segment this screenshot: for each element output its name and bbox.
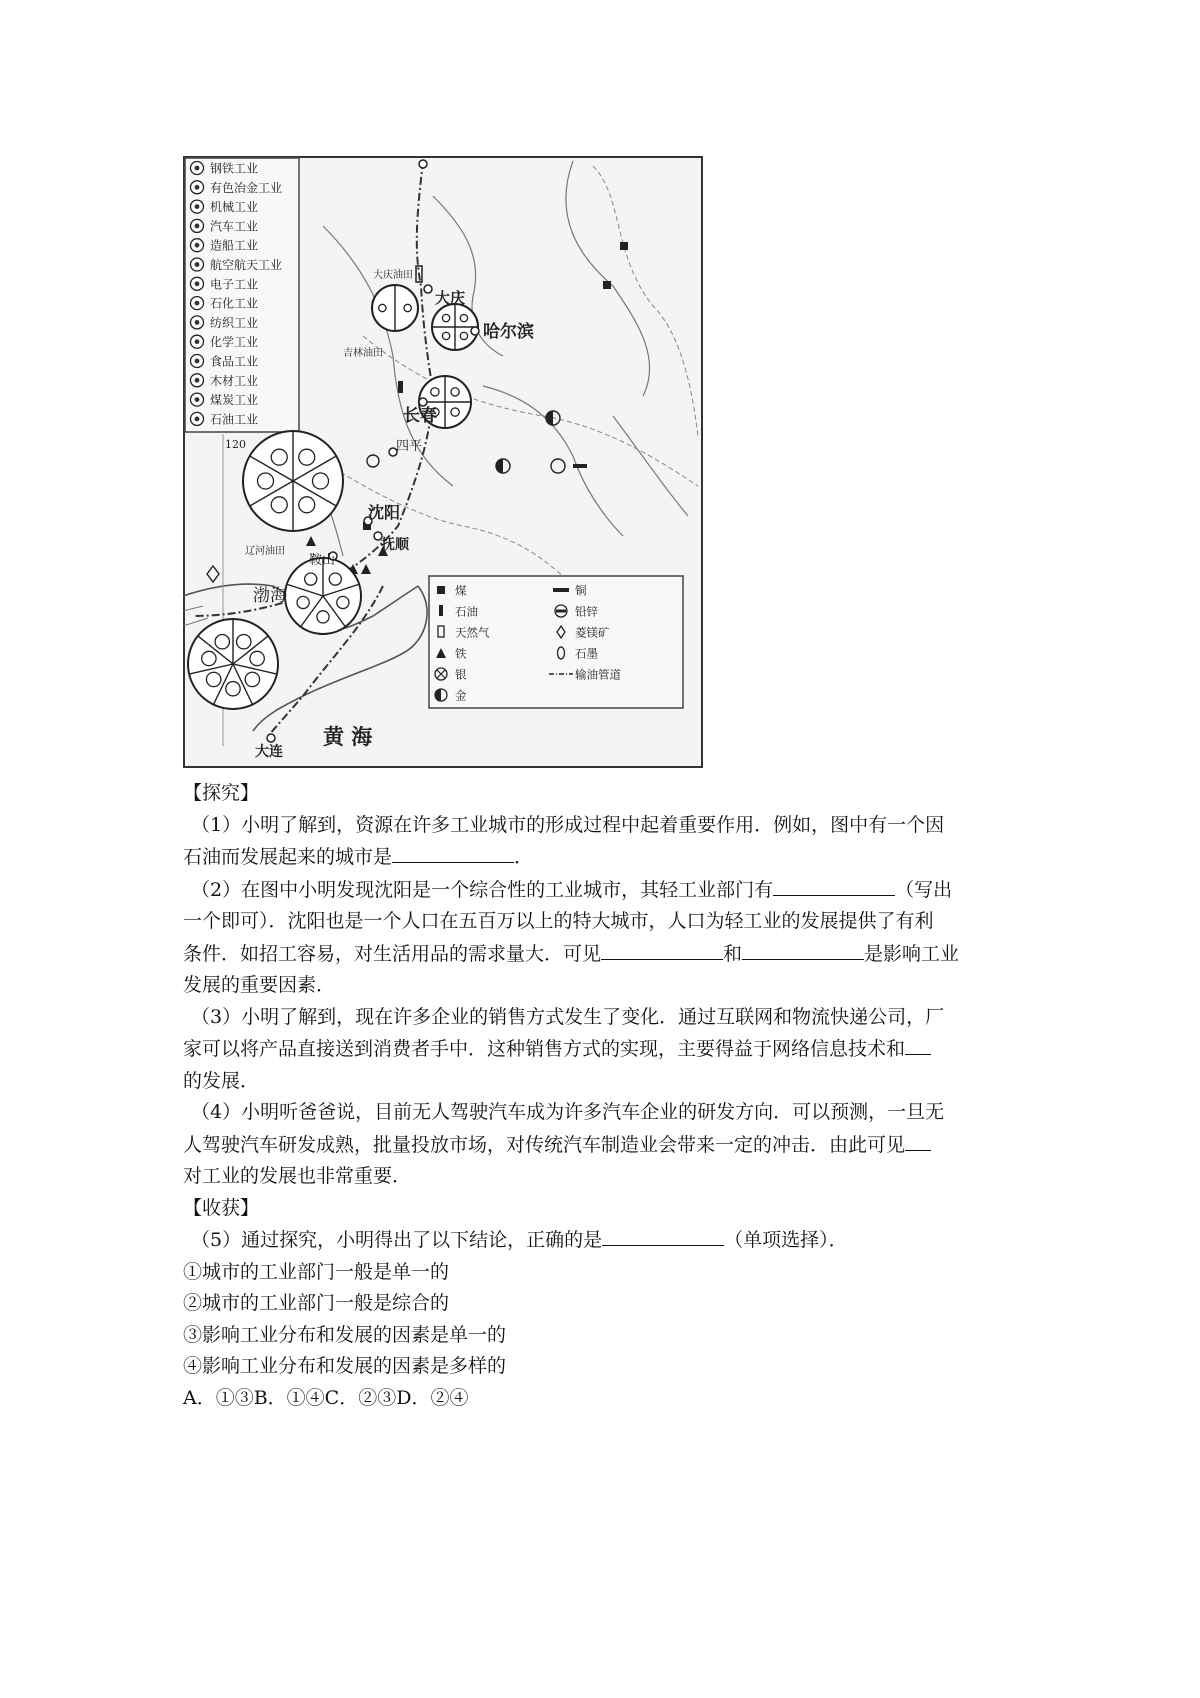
resource-legend <box>429 576 683 708</box>
industry-legend-item <box>191 161 259 176</box>
resource-legend-label: 银 <box>455 667 467 682</box>
resource-legend-label: 菱镁矿 <box>575 625 610 640</box>
industry-icon-dot <box>195 320 200 325</box>
q2-c1: 条件．如招工容易，对生活用品的需求量大．可见 <box>183 942 602 965</box>
answer-blank-3[interactable] <box>601 938 723 960</box>
answer-blank-4[interactable] <box>742 938 864 960</box>
industry-legend-label: 食品工业 <box>210 354 259 369</box>
industry-icon-dot <box>195 166 200 171</box>
label-jilin-field: 吉林油田 <box>343 348 383 359</box>
longitude-label: 120 <box>225 438 246 451</box>
industry-legend-label: 化学工业 <box>210 335 259 350</box>
q5-line-1 <box>183 1224 1033 1257</box>
industry-legend-label: 石化工业 <box>210 296 259 311</box>
label-daqing-field: 大庆油田 <box>373 270 413 281</box>
city-dot-daqing <box>424 285 432 293</box>
industry-legend-label: 电子工业 <box>210 277 259 292</box>
oil-derrick-symbol <box>398 381 403 393</box>
industry-legend-item <box>191 219 259 233</box>
q1-line-1: （1）小明了解到，资源在许多工业城市的形成过程中起着重要作用．例如，图中有一个因 <box>191 813 945 836</box>
q2-c3: 是影响工业 <box>864 942 960 965</box>
industry-legend-label: 航空航天工业 <box>210 258 283 272</box>
industry-legend-label: 机械工业 <box>210 200 259 215</box>
heading-explore: 【探究】 <box>183 782 260 804</box>
q5-text: （5）通过探究，小明得出了以下结论，正确的是 <box>191 1229 603 1251</box>
q3-line-3: 的发展． <box>183 1069 260 1092</box>
resource-legend-label: 输油管道 <box>575 667 621 682</box>
industry-pie <box>243 431 343 531</box>
industry-icon-dot <box>195 185 200 190</box>
label-changchun: 长春 <box>403 406 437 426</box>
resource-legend-box <box>429 576 683 708</box>
option-4: ④影响工业分布和发展的因素是多样的 <box>183 1355 507 1377</box>
industry-legend-item <box>191 392 259 407</box>
city-dot-dalian <box>267 734 275 742</box>
q4-text: 人驾驶汽车研发成熟，批量投放市场，对传统汽车制造业会带来一定的冲击．由此可见 <box>183 1133 906 1156</box>
question-text <box>183 778 1033 1414</box>
industry-legend-label: 石油工业 <box>210 412 259 427</box>
industry-legend-item <box>191 238 259 253</box>
industry-pie <box>372 285 418 331</box>
resource-legend-label: 铅锌 <box>575 604 598 619</box>
industry-icon-dot <box>195 397 200 402</box>
industry-legend-item <box>191 276 259 291</box>
q3-text: 家可以将产品直接送到消费者手中．这种销售方式的实现，主要得益于网络信息技术和 <box>183 1038 906 1060</box>
coal-symbol <box>620 242 628 250</box>
industry-legend-label: 纺织工业 <box>210 315 259 330</box>
option-1: ①城市的工业部门一般是单一的 <box>183 1260 450 1283</box>
industry-icon-dot <box>195 262 200 267</box>
industry-legend-label: 有色冶金工业 <box>210 180 283 195</box>
industry-icon-dot <box>195 417 200 422</box>
q5-note: （单项选择）． <box>724 1229 848 1251</box>
option-3: ③影响工业分布和发展的因素是单一的 <box>183 1323 507 1346</box>
industry-legend-label: 汽车工业 <box>210 219 259 234</box>
answer-blank-1[interactable] <box>392 841 514 863</box>
label-siping: 四平 <box>396 439 423 454</box>
q2-line-4: 发展的重要因素． <box>183 974 336 996</box>
q1-end: ． <box>514 846 534 868</box>
q4-line-1: （4）小明听爸爸说，目前无人驾驶汽车成为许多汽车企业的研发方向．可以预测，一旦无 <box>191 1101 945 1123</box>
label-bohai: 渤海 <box>253 586 287 606</box>
resource-legend-label: 金 <box>455 688 467 703</box>
label-yellow-sea: 黄 海 <box>323 724 373 749</box>
q4-line-2 <box>183 1129 1033 1162</box>
northeast-industry-map <box>183 156 703 768</box>
industry-legend-item <box>191 199 259 214</box>
city-dot-harbin <box>471 327 479 335</box>
resource-legend-label: 铜 <box>575 583 587 598</box>
answer-choices: A．①③B．①④C．②③D．②④ <box>183 1386 469 1409</box>
label-fushun: 抚顺 <box>381 537 409 553</box>
q3-line-2 <box>183 1033 1033 1066</box>
heading-gain: 【收获】 <box>183 1196 260 1219</box>
industry-legend-label: 钢铁工业 <box>210 161 259 176</box>
city-dot-changchun <box>419 398 427 406</box>
label-anshan: 鞍山 <box>309 553 336 568</box>
q3-line-1: （3）小明了解到，现在许多企业的销售方式发生了变化．通过互联网和物流快递公司，厂 <box>191 1005 945 1028</box>
q1-text: 石油而发展起来的城市是 <box>183 846 393 868</box>
q1-line-2 <box>183 841 1033 874</box>
city-dot <box>419 160 427 168</box>
industry-legend-item <box>191 316 259 330</box>
resource-legend-label: 天然气 <box>455 625 490 640</box>
industry-legend <box>185 158 299 432</box>
copper-icon <box>553 588 569 592</box>
industry-icon-dot <box>195 339 200 344</box>
q2-c2: 和 <box>723 942 743 965</box>
industry-legend-item <box>191 373 259 388</box>
industry-legend-item <box>191 355 259 369</box>
label-harbin: 哈尔滨 <box>483 322 534 342</box>
label-shenyang: 沈阳 <box>368 503 401 522</box>
coal-symbol <box>603 281 611 289</box>
industry-icon-dot <box>195 301 200 306</box>
industry-icon-dot <box>195 281 200 286</box>
industry-legend-label: 木材工业 <box>210 373 259 388</box>
industry-map-figure <box>183 156 703 768</box>
industry-icon-dot <box>195 243 200 248</box>
industry-legend-label: 煤炭工业 <box>210 393 259 408</box>
q2-line-2: 一个即可）．沈阳也是一个人口在五百万以上的特大城市，人口为轻工业的发展提供了有利 <box>183 910 934 932</box>
industry-pie <box>285 558 361 634</box>
label-liaohe-field: 辽河油田 <box>245 546 285 557</box>
resource-legend-label: 铁 <box>455 646 467 661</box>
industry-legend-box <box>185 158 299 432</box>
lead-zinc-bar <box>556 610 566 613</box>
q2-line-3 <box>183 938 1033 971</box>
resource-legend-label: 石油 <box>455 604 478 619</box>
resource-legend-label: 煤 <box>455 583 467 598</box>
answer-blank-5[interactable] <box>905 1033 931 1055</box>
industry-legend-item <box>191 411 259 426</box>
resource-legend-label: 石墨 <box>575 646 598 661</box>
answer-blank-2[interactable] <box>773 874 895 896</box>
q2-line-1 <box>183 874 1033 907</box>
label-daqing: 大庆 <box>435 289 466 307</box>
oil-icon <box>439 605 443 616</box>
industry-legend-label: 造船工业 <box>210 238 259 253</box>
industry-icon-dot <box>195 204 200 209</box>
q2-text: （2）在图中小明发现沈阳是一个综合性的工业城市，其轻工业部门有 <box>191 878 774 901</box>
q4-line-3: 对工业的发展也非常重要． <box>183 1165 412 1187</box>
option-2: ②城市的工业部门一般是综合的 <box>183 1292 450 1314</box>
industry-pie <box>432 304 478 350</box>
industry-icon-dot <box>195 359 200 364</box>
industry-pie <box>188 619 278 709</box>
industry-icon-dot <box>195 378 200 383</box>
q2-note: （写出 <box>895 878 953 901</box>
industry-legend-item <box>191 335 259 349</box>
answer-blank-7[interactable] <box>602 1224 724 1246</box>
coal-icon <box>437 586 445 594</box>
industry-legend-item <box>191 297 259 311</box>
answer-blank-6[interactable] <box>905 1129 931 1151</box>
industry-icon-dot <box>195 224 200 229</box>
copper-symbol <box>573 464 587 468</box>
label-dalian: 大连 <box>255 744 283 760</box>
